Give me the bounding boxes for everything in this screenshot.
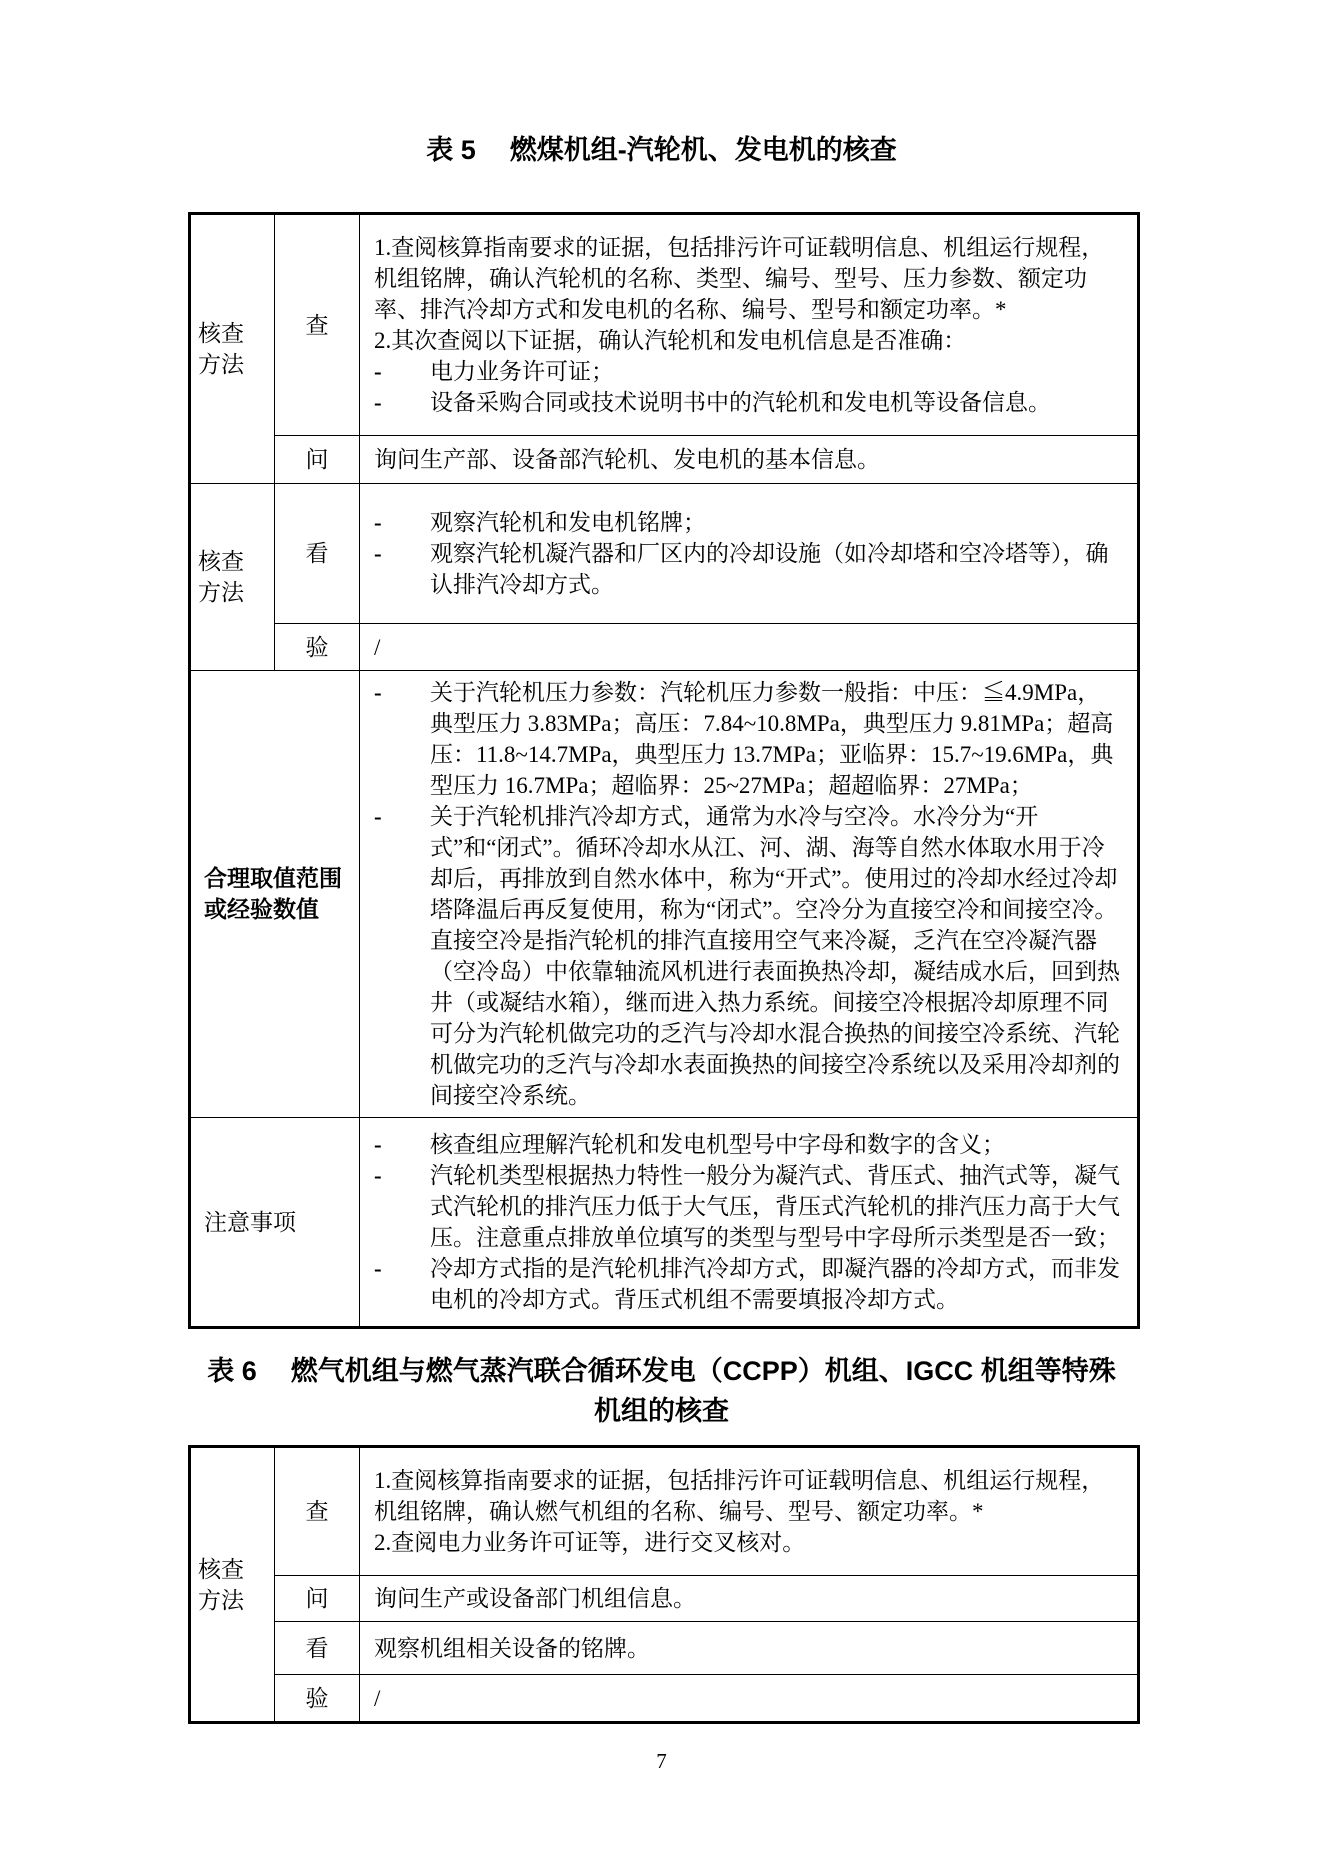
- bullet-text: 关于汽轮机压力参数：汽轮机压力参数一般指：中压：≦4.9MPa，典型压力 3.83MPa；高压：7.84~10.8MPa，典型压力 9.81MPa；超高压：11.8~14.7MPa，典型压力 13.7MPa；亚临界：15.7~19.6MPa，典型压力 16.7MPa；超临界：25~27MPa；超超临界：27MPa；: [430, 680, 1114, 798]
- range-content-cell: [360, 671, 1139, 1118]
- bullet-text: 观察汽轮机凝汽器和厂区内的冷却设施（如冷却塔和空冷塔等），确认排汽冷却方式。: [430, 541, 1109, 597]
- table-row: [190, 214, 1139, 436]
- table6-title-number: 表 6: [207, 1356, 257, 1386]
- look-content-cell: 观察机组相关设备的铭牌。: [360, 1622, 1139, 1675]
- ask-content-cell: 询问生产或设备部门机组信息。: [360, 1576, 1139, 1622]
- notes-content-cell: [360, 1118, 1139, 1328]
- check-label-cell: 查: [275, 214, 360, 436]
- table-row: [190, 484, 1139, 624]
- look-label-cell: 看: [275, 484, 360, 624]
- table6-title-line2: 机组的核查: [594, 1396, 729, 1426]
- table6-title-line1: [0, 1351, 1323, 1391]
- ask-label-cell: 问: [275, 1576, 360, 1622]
- bullet-dash: -: [374, 804, 382, 829]
- verify-content-cell: /: [360, 624, 1139, 671]
- table5-title-number: 表 5: [426, 135, 476, 165]
- method-label-cell-2: [190, 484, 275, 671]
- table-row: [190, 1576, 1139, 1622]
- bullet-dash: -: [374, 541, 382, 566]
- check-label-cell: 查: [275, 1447, 360, 1576]
- check-content-cell: [360, 214, 1139, 436]
- list-item: [374, 356, 1123, 387]
- table5-title-text: 燃煤机组-汽轮机、发电机的核查: [509, 135, 897, 165]
- table-row: [190, 436, 1139, 484]
- table5: [188, 212, 1140, 1329]
- table6: [188, 1445, 1140, 1724]
- method-label-cell-1: [190, 214, 275, 484]
- bullet-text: 观察汽轮机和发电机铭牌；: [430, 510, 706, 535]
- list-item: [374, 538, 1123, 600]
- table-row: [190, 1622, 1139, 1675]
- bullet-dash: -: [374, 1132, 382, 1157]
- check-paragraph-1: 1.查阅核算指南要求的证据，包括排污许可证载明信息、机组运行规程，机组铭牌，确认汽轮机的名称、类型、编号、型号、压力参数、额定功率、排汽冷却方式和发电机的名称、编号、型号和额定功率。*: [374, 235, 1105, 322]
- bullet-text: 冷却方式指的是汽轮机排汽冷却方式，即凝汽器的冷却方式，而非发电机的冷却方式。背压式机组不需要填报冷却方式。: [430, 1256, 1120, 1312]
- table-row: [190, 1447, 1139, 1576]
- notes-label-cell: [190, 1118, 360, 1328]
- check-paragraph-1: 1.查阅核算指南要求的证据，包括排污许可证载明信息、机组运行规程，机组铭牌，确认燃气机组的名称、编号、型号、额定功率。*: [374, 1468, 1105, 1524]
- bullet-dash: -: [374, 359, 382, 384]
- bullet-dash: -: [374, 510, 382, 535]
- check-content-cell: [360, 1447, 1139, 1576]
- table6-title-text: 燃气机组与燃气蒸汽联合循环发电（CCPP）机组、IGCC 机组等特殊: [290, 1356, 1116, 1386]
- bullet-text: 关于汽轮机排汽冷却方式，通常为水冷与空冷。水冷分为“开式”和“闭式”。循环冷却水从江、河、湖、海等自然水体取水用于冷却后，再排放到自然水体中，称为“开式”。使用过的冷却水经过冷却塔降温后再反复使用，称为“闭式”。空冷分为直接空冷和间接空冷。直接空冷是指汽轮机的排汽直接用空气来冷凝，乏汽在空冷凝汽器（空冷岛）中依靠轴流风机进行表面换热冷却，凝结成水后，回到热井（或凝结水箱），继而进入热力系统。间接空冷根据冷却原理不同可分为汽轮机做完功的乏汽与冷却水混合换热的间接空冷系统、汽轮机做完功的乏汽与冷却水表面换热的间接空冷系统以及采用冷却剂的间接空冷系统。: [430, 804, 1120, 1108]
- bullet-dash: -: [374, 1163, 382, 1188]
- table-row: [190, 671, 1139, 1118]
- table-row: [190, 1675, 1139, 1723]
- verify-label-cell: 验: [275, 1675, 360, 1723]
- list-item: [374, 387, 1123, 418]
- table6-title: [0, 1351, 1323, 1431]
- method-label: 核查方法: [198, 1556, 244, 1613]
- ask-label-cell: 问: [275, 436, 360, 484]
- table-row: [190, 1118, 1139, 1328]
- bullet-dash: -: [374, 680, 382, 705]
- method-label-cell: [190, 1447, 275, 1723]
- bullet-text: 设备采购合同或技术说明书中的汽轮机和发电机等设备信息。: [430, 390, 1051, 415]
- list-item: [374, 677, 1123, 801]
- notes-label: 注意事项: [204, 1209, 296, 1235]
- ask-content-cell: 询问生产部、设备部汽轮机、发电机的基本信息。: [360, 436, 1139, 484]
- bullet-text: 汽轮机类型根据热力特性一般分为凝汽式、背压式、抽汽式等，凝气式汽轮机的排汽压力低于大气压，背压式汽轮机的排汽压力高于大气压。注意重点排放单位填写的类型与型号中字母所示类型是否一致；: [430, 1163, 1120, 1250]
- list-item: [374, 507, 1123, 538]
- bullet-text: 核查组应理解汽轮机和发电机型号中字母和数字的含义；: [430, 1132, 1005, 1157]
- table5-title: [0, 0, 1323, 167]
- bullet-dash: -: [374, 1256, 382, 1281]
- look-content-cell: [360, 484, 1139, 624]
- list-item: [374, 1129, 1123, 1160]
- range-label-cell: [190, 671, 360, 1118]
- range-label: 合理取值范围或经验数值: [204, 865, 342, 922]
- page-number: 7: [656, 1749, 667, 1773]
- list-item: [374, 1160, 1123, 1253]
- look-label-cell: 看: [275, 1622, 360, 1675]
- verify-content-cell: /: [360, 1675, 1139, 1723]
- table-row: [190, 624, 1139, 671]
- list-item: [374, 801, 1123, 1111]
- method-label: 核查方法: [198, 321, 244, 377]
- method-label: 核查方法: [198, 549, 244, 605]
- list-item: [374, 1253, 1123, 1315]
- verify-label-cell: 验: [275, 624, 360, 671]
- bullet-text: 电力业务许可证；: [430, 359, 614, 384]
- bullet-dash: -: [374, 390, 382, 415]
- check-paragraph-2: 2.其次查阅以下证据，确认汽轮机和发电机信息是否准确：: [374, 328, 967, 353]
- check-paragraph-2: 2.查阅电力业务许可证等，进行交叉核对。: [374, 1530, 806, 1555]
